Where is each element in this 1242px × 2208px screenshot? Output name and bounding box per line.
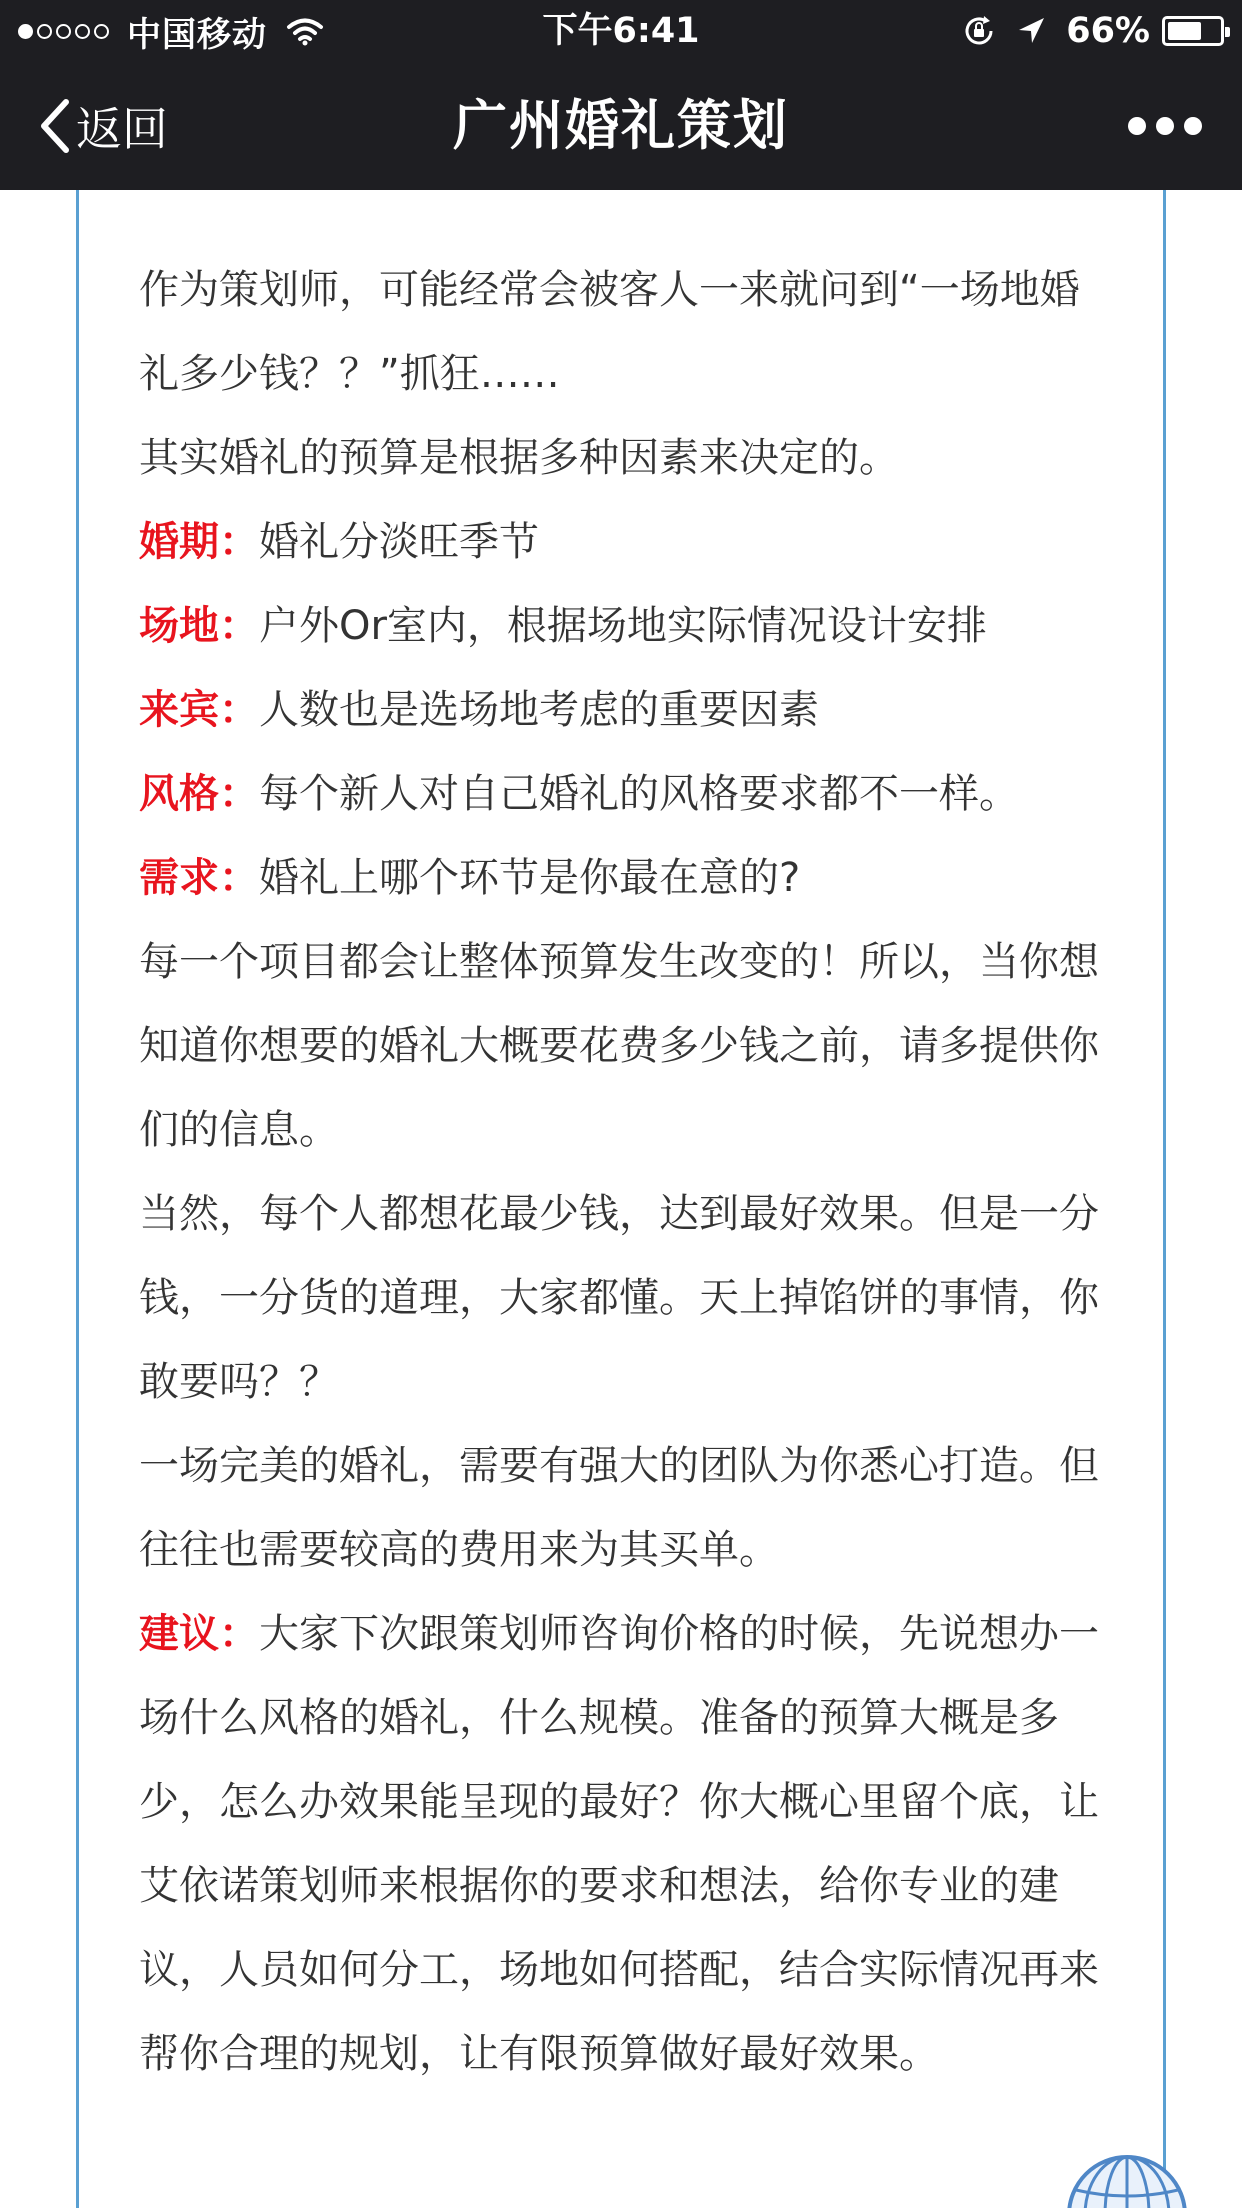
battery-nub — [1225, 27, 1230, 37]
budget-factors-paragraph: 其实婚礼的预算是根据多种因素来决定的。 — [139, 435, 899, 481]
advice-text: 大家下次跟策划师咨询价格的时候，先说想办一场什么风格的婚礼，什么规模。准备的预算大概是多少，怎么办效果能呈现的最好？你大概心里留个底，让艾依诺策划师来根据你的要求和想法，给你专业的建议，人员如何分工，场地如何搭配，结合实际情况再来帮你合理的规划，让有限预算做好最好效果。 — [139, 1611, 1099, 2077]
factor-item — [139, 584, 1109, 668]
carrier-name: 中国移动 — [127, 14, 267, 55]
factor-item — [139, 668, 1109, 752]
back-label: 返回 — [76, 102, 168, 156]
budget-change-paragraph: 每一个项目都会让整体预算发生改变的！所以，当你想知道你想要的婚礼大概要花费多少钱之前，请多提供你们的信息。 — [139, 939, 1099, 1153]
nav-bar — [0, 62, 1242, 190]
factor-item — [139, 500, 1109, 584]
globe-logo-icon — [1062, 2150, 1192, 2208]
team-paragraph: 一场完美的婚礼，需要有强大的团队为你悉心打造。但往往也需要较高的费用来为其买单。 — [139, 1443, 1099, 1573]
battery-percent: 66% — [1066, 11, 1150, 51]
factor-desc: 婚礼上哪个环节是你最在意的? — [259, 855, 801, 901]
factor-term: 婚期： — [139, 519, 259, 565]
rotation-lock-icon — [962, 14, 996, 48]
factor-item — [139, 752, 1109, 836]
factor-item — [139, 836, 1109, 920]
more-options-button[interactable] — [1128, 106, 1202, 146]
battery-icon — [1162, 16, 1224, 46]
article-body — [139, 248, 1109, 2096]
ellipsis-icon — [1184, 117, 1202, 135]
battery-level-fill — [1168, 22, 1201, 40]
factor-desc: 户外Or室内，根据场地实际情况设计安排 — [259, 603, 987, 649]
factor-term: 场地： — [139, 603, 259, 649]
advice-term: 建议： — [139, 1611, 259, 1657]
intro-paragraph: 作为策划师，可能经常会被客人一来就问到“一场地婚礼多少钱？？”抓狂…… — [139, 267, 1080, 397]
location-arrow-icon — [1016, 16, 1046, 46]
advice-paragraph — [139, 1592, 1109, 2096]
status-time: 下午6:41 — [542, 11, 700, 51]
factor-desc: 人数也是选场地考虑的重要因素 — [259, 687, 819, 733]
factor-term: 需求： — [139, 855, 259, 901]
factor-desc: 婚礼分淡旺季节 — [259, 519, 539, 565]
ellipsis-icon — [1128, 117, 1146, 135]
ellipsis-icon — [1156, 117, 1174, 135]
page-title: 广州婚礼策划 — [453, 94, 789, 157]
factor-desc: 每个新人对自己婚礼的风格要求都不一样。 — [259, 771, 1019, 817]
status-right — [962, 8, 1224, 54]
factor-term: 来宾： — [139, 687, 259, 733]
cost-paragraph: 当然，每个人都想花最少钱，达到最好效果。但是一分钱，一分货的道理，大家都懂。天上掉馅饼的事情，你敢要吗？？ — [139, 1191, 1099, 1405]
status-bar — [0, 0, 1242, 62]
factor-term: 风格： — [139, 771, 259, 817]
